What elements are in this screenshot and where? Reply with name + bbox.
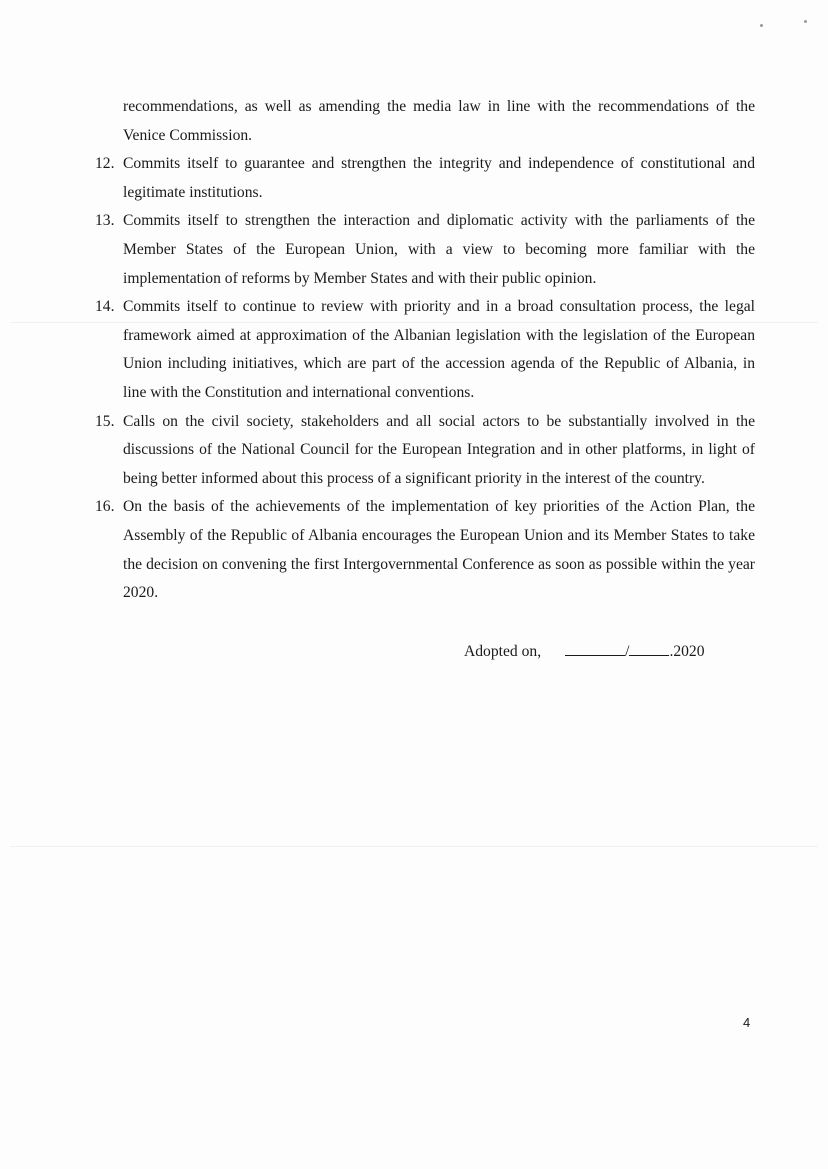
document-body bbox=[95, 93, 755, 608]
scan-artifact-dot bbox=[760, 24, 763, 27]
numbered-list bbox=[95, 150, 755, 608]
list-item bbox=[95, 207, 755, 293]
month-blank bbox=[629, 639, 669, 656]
item-text: On the basis of the achievements of the implementation of key priorities of the Action Plan, the Assembly of the Republic of Albania encourages the European Union and its Member States to take the decision on convening the first Intergovernmental Conference as soon as possible within the year 2020. bbox=[123, 498, 755, 602]
adopted-year: .2020 bbox=[669, 643, 705, 660]
list-item bbox=[95, 150, 755, 207]
page-number: 4 bbox=[743, 1015, 751, 1030]
item-text: Commits itself to strengthen the interaction and diplomatic activity with the parliaments of the Member States of the European Union, with a view to becoming more familiar with the implementation of reforms by Member States and with their public opinion. bbox=[123, 212, 755, 287]
day-blank bbox=[565, 639, 625, 656]
scan-artifact-line bbox=[10, 846, 818, 847]
item-text: Commits itself to guarantee and strengthen the integrity and independence of constitutional and legitimate institutions. bbox=[123, 155, 755, 201]
item-number: 13. bbox=[95, 212, 115, 230]
item-text: Commits itself to continue to review with priority and in a broad consultation process, the legal framework aimed at approximation of the Albanian legislation with the legislation of the European Union including initiatives, which are part of the accession agenda of the Republic of Albania, in line with the Constitution and international conventions. bbox=[123, 298, 755, 401]
adopted-label: Adopted on, bbox=[464, 643, 542, 660]
continuation-paragraph: recommendations, as well as amending the media law in line with the recommendations of the Venice Commission. bbox=[123, 98, 755, 144]
list-item bbox=[95, 493, 755, 607]
item-number: 12. bbox=[95, 155, 115, 173]
list-item bbox=[95, 408, 755, 494]
item-number: 16. bbox=[95, 498, 115, 516]
adoption-line bbox=[464, 638, 705, 666]
item-number: 15. bbox=[95, 412, 115, 430]
scan-artifact-dot bbox=[804, 20, 807, 23]
date-separator: / bbox=[625, 643, 630, 660]
item-number: 14. bbox=[95, 298, 115, 316]
item-text: Calls on the civil society, stakeholders and all social actors to be substantially involved in the discussions of the National Council for the European Integration and in other platforms, in light of being better informed about this process of a significant priority in the interest of the country. bbox=[123, 412, 755, 487]
list-item bbox=[95, 293, 755, 407]
